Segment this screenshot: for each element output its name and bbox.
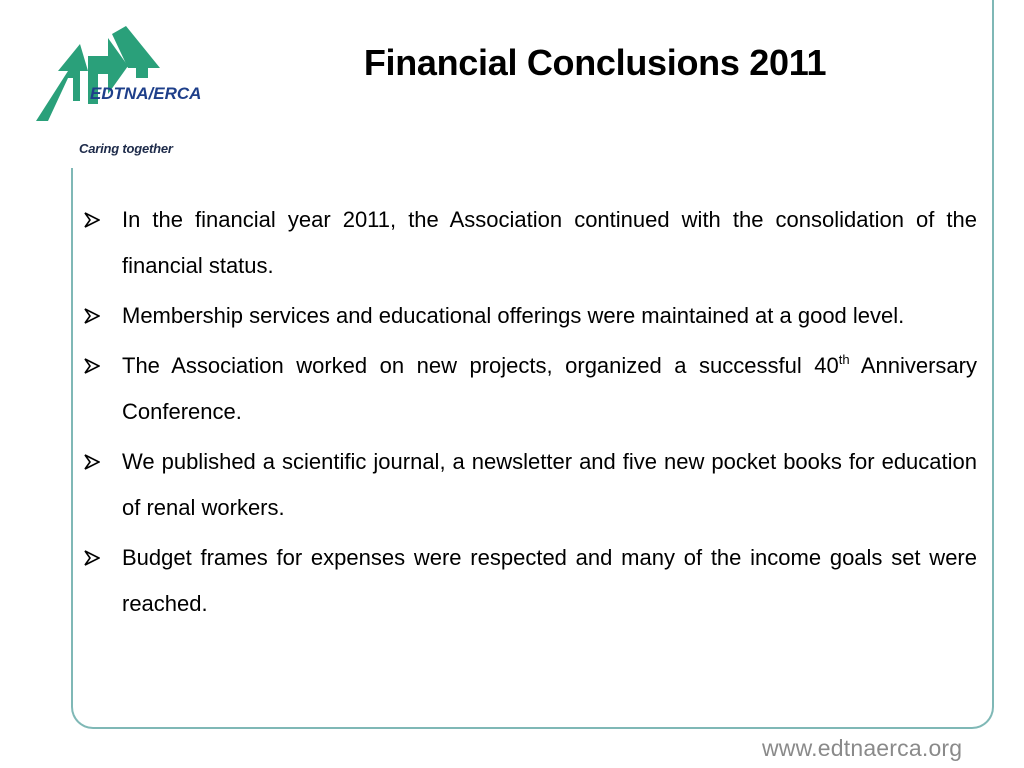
logo-arrows-icon [36, 44, 88, 121]
bullet-text: In the financial year 2011, the Association continued with the consolidation of the financial status. [122, 207, 977, 278]
footer-url[interactable]: www.edtnaerca.org [762, 735, 963, 761]
bullet-text: Membership services and educational offerings were maintained at a good level. [122, 303, 905, 328]
list-item [84, 439, 977, 531]
bullet-text: The Association worked on new projects, organized a successful 40th Anniversary Conference. [122, 352, 977, 424]
bullet-arrow-icon [84, 550, 100, 566]
bullet-arrow-icon [84, 212, 100, 228]
tagline: Caring together [79, 141, 173, 156]
list-item [84, 343, 977, 435]
logo-text: EDTNA/ERCA [90, 84, 202, 103]
list-item [84, 535, 977, 627]
edtna-erca-logo [28, 26, 208, 126]
page-title: Financial Conclusions 2011 [363, 42, 827, 83]
bullet-text: Budget frames for expenses were respected and many of the income goals set were reached. [122, 545, 977, 616]
ordinal-suffix: th [838, 352, 850, 367]
list-item [84, 293, 977, 339]
list-item [84, 197, 977, 289]
bullet-arrow-icon [84, 358, 100, 374]
bullet-text: We published a scientific journal, a newsletter and five new pocket books for education of renal workers. [122, 449, 977, 520]
bullet-list [84, 197, 977, 631]
bullet-arrow-icon [84, 308, 100, 324]
bullet-arrow-icon [84, 454, 100, 470]
